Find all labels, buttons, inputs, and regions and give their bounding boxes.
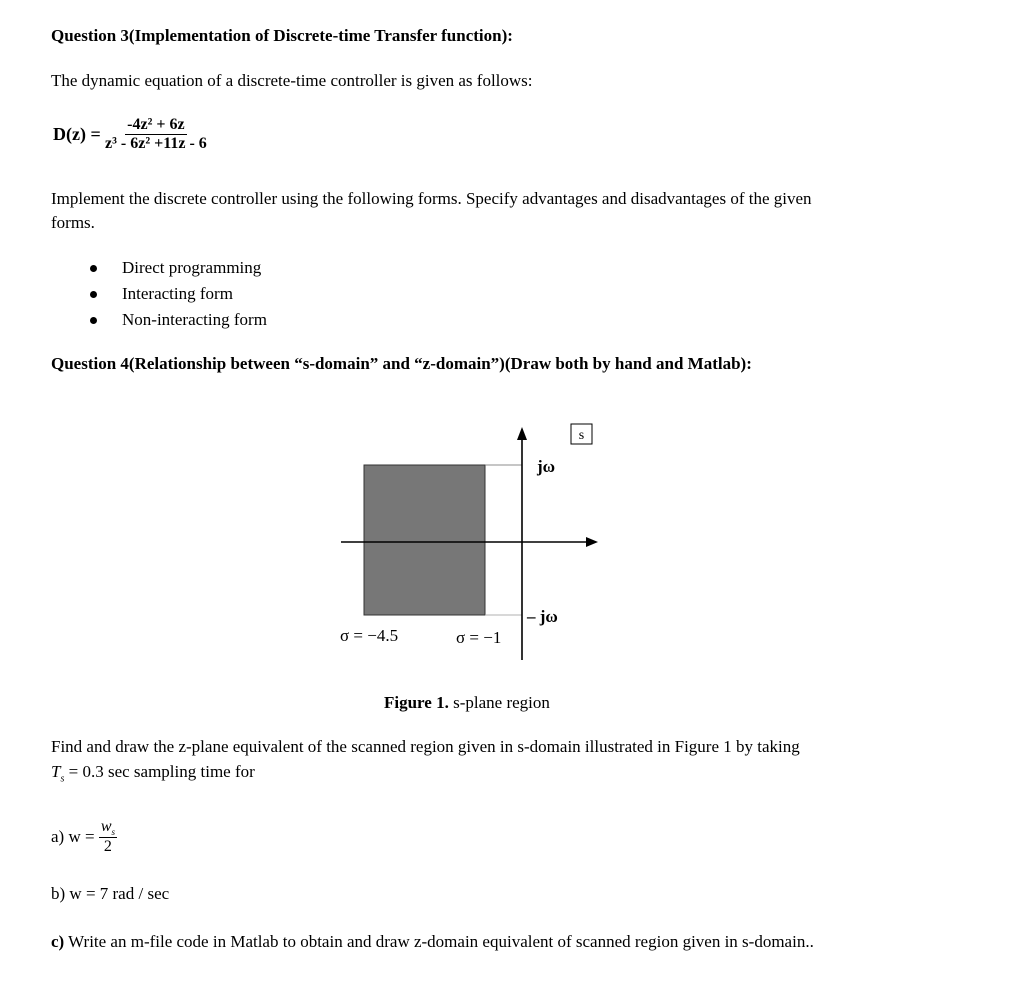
caption-label: Figure 1.	[384, 693, 449, 712]
real-axis-arrow-icon	[586, 537, 598, 547]
equation-numerator: -4z² + 6z	[127, 116, 185, 133]
ts-text: = 0.3 sec sampling time for	[68, 762, 255, 781]
jw-bottom-label: – jω	[527, 607, 558, 626]
instruction-line-2: forms.	[51, 213, 95, 232]
imaginary-axis-arrow-icon	[517, 427, 527, 440]
sampling-time-line	[51, 762, 255, 784]
sigma-left-label: σ = −4.5	[340, 626, 399, 645]
figure-caption	[384, 693, 550, 713]
sigma-right-label: σ = −1	[456, 628, 502, 647]
ts-subscript: s	[60, 773, 65, 785]
part-a	[51, 818, 117, 856]
part-a-label: a) w =	[51, 827, 95, 847]
part-b: b) w = 7 rad / sec	[51, 884, 170, 903]
question-4-title: Question 4(Relationship between “s-domain” and “z-domain”)(Draw both by hand and Matlab):	[51, 354, 752, 373]
list-item: Non-interacting form	[122, 310, 267, 329]
instruction-line-1: Implement the discrete controller using the following forms. Specify advantages and disadvantages of the given	[51, 189, 812, 208]
question-3-title: Question 3(Implementation of Discrete-time Transfer function):	[51, 26, 513, 45]
jw-top-label: jω	[537, 457, 556, 476]
equation-denominator: z³ - 6z² +11z - 6	[104, 135, 207, 152]
plane-label: s	[578, 428, 585, 443]
part-c-text: Write an m-file code in Matlab to obtain and draw z-domain equivalent of scanned region given in s-domain..	[64, 932, 814, 951]
list-item: Direct programming	[122, 258, 262, 277]
part-c-label: c)	[51, 932, 65, 951]
ts-symbol: T	[51, 762, 61, 781]
find-line-1: Find and draw the z-plane equivalent of the scanned region given in s-domain illustrated in Figure 1 by taking	[51, 737, 800, 756]
equation-lhs: D(z) =	[53, 124, 101, 144]
part-a-denominator: 2	[103, 838, 112, 856]
list-item: Interacting form	[122, 284, 233, 303]
question-3-intro: The dynamic equation of a discrete-time controller is given as follows:	[51, 71, 533, 90]
shaded-region	[364, 465, 485, 615]
part-c	[51, 932, 814, 952]
part-a-subscript: s	[111, 827, 116, 838]
part-a-numerator: w	[100, 818, 112, 835]
caption-text: s-plane region	[448, 693, 550, 712]
